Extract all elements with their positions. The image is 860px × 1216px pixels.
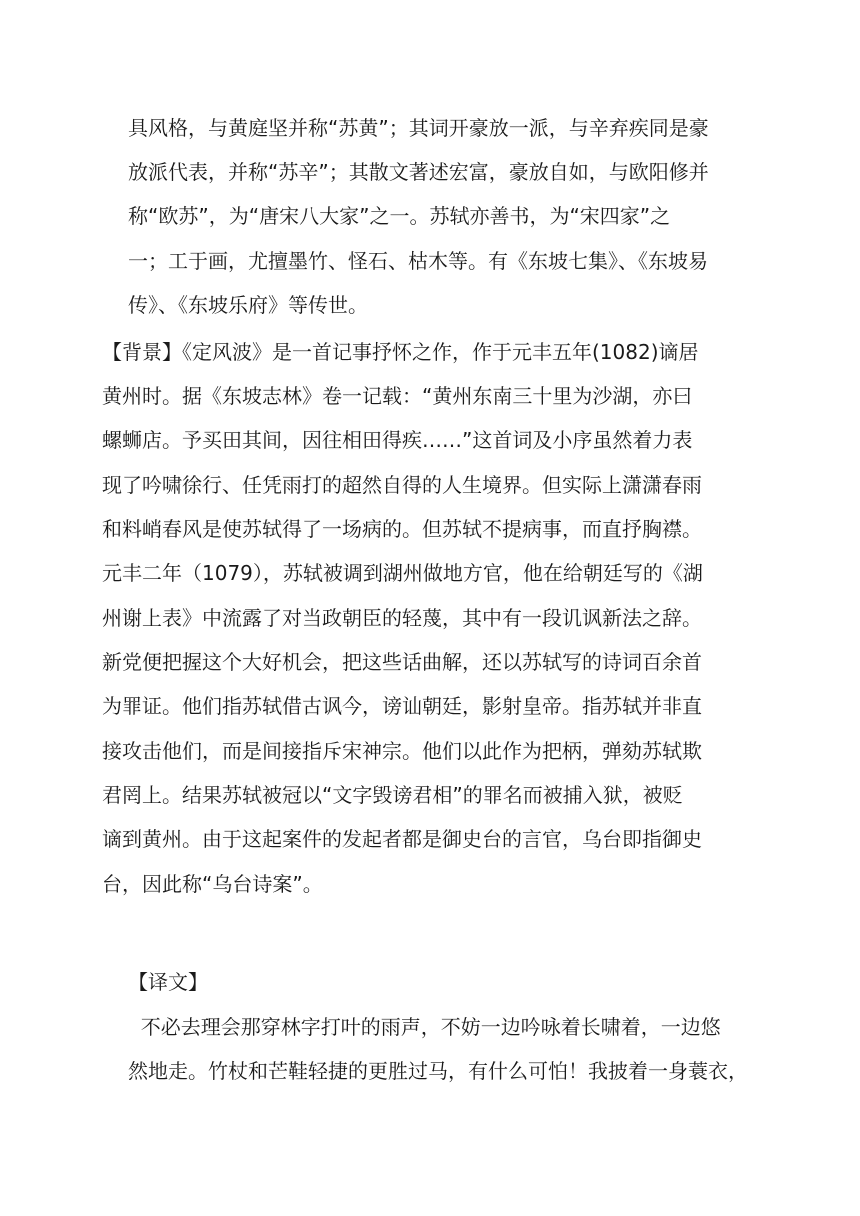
background-line: 君罔上。结果苏轼被冠以“文字毁谤君相”的罪名而被捕入狱，被贬 xyxy=(102,783,683,807)
background-line: 螺蛳店。予买田其间，因往相田得疾……”这首词及小序虽然着力表 xyxy=(102,428,693,452)
background-line: 黄州时。据《东坡志林》卷一记载：“黄州东南三十里为沙湖，亦曰 xyxy=(102,384,693,408)
background-line: 【背景】《定风波》是一首记事抒怀之作，作于元丰五年(1082)谪居 xyxy=(102,340,699,364)
intro-line: 一；工于画，尤擅墨竹、怪石、枯木等。有《东坡七集》、《东坡易 xyxy=(128,249,708,273)
background-line: 和料峭春风是使苏轼得了一场病的。但苏轼不提病事，而直抒胸襟。 xyxy=(102,517,702,541)
intro-line: 称“欧苏”，为“唐宋八大家”之一。苏轼亦善书，为“宋四家”之 xyxy=(128,204,671,228)
intro-line: 传》、《东坡乐府》等传世。 xyxy=(128,293,368,317)
background-line: 新党便把握这个大好机会，把这些话曲解，还以苏轼写的诗词百余首 xyxy=(102,650,702,674)
translation-line: 然地走。竹杖和芒鞋轻捷的更胜过马，有什么可怕！我披着一身蓑衣， xyxy=(128,1059,748,1083)
background-line: 谪到黄州。由于这起案件的发起者都是御史台的言官，乌台即指御史 xyxy=(102,827,702,851)
translation-line: 不必去理会那穿林字打叶的雨声，不妨一边吟咏着长啸着，一边悠 xyxy=(128,1015,721,1039)
intro-line: 放派代表，并称“苏辛”；其散文著述宏富，豪放自如，与欧阳修并 xyxy=(128,160,709,184)
background-line: 台，因此称“乌台诗案”。 xyxy=(102,872,323,896)
background-line: 接攻击他们，而是间接指斥宋神宗。他们以此作为把柄，弹劾苏轼欺 xyxy=(102,739,702,763)
background-line: 现了吟啸徐行、任凭雨打的超然自得的人生境界。但实际上潇潇春雨 xyxy=(102,473,702,497)
background-line: 州谢上表》中流露了对当政朝臣的轻蔑，其中有一段讥讽新法之辞。 xyxy=(102,606,702,630)
background-line: 为罪证。他们指苏轼借古讽今，谤讪朝廷，影射皇帝。指苏轼并非直 xyxy=(102,694,702,718)
intro-line: 具风格，与黄庭坚并称“苏黄”；其词开豪放一派，与辛弃疾同是豪 xyxy=(128,116,709,140)
translation-heading: 【译文】 xyxy=(128,970,208,994)
background-line: 元丰二年（1079），苏轼被调到湖州做地方官，他在给朝廷写的《湖 xyxy=(102,561,703,585)
